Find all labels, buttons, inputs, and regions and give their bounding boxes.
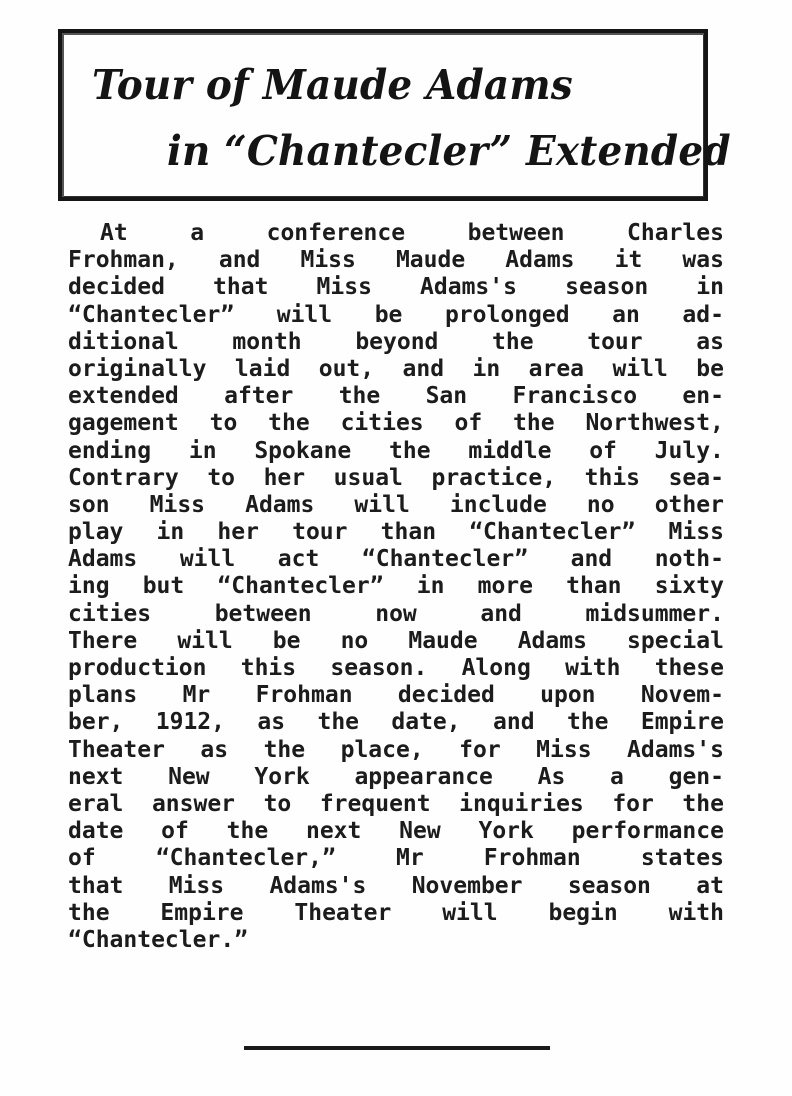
article-word: as [200, 736, 229, 763]
article-word: out, [318, 355, 375, 382]
article-word: As [537, 763, 566, 790]
article-word: play [68, 519, 124, 546]
article-word: production [68, 655, 207, 681]
article-word: area [528, 355, 585, 382]
article-word: Theater [68, 736, 165, 763]
article-word: eral [68, 790, 124, 817]
article-word: these [654, 655, 724, 681]
article-word: the [268, 410, 310, 437]
article-word: this [584, 464, 641, 491]
article-word: Frohman [483, 845, 581, 872]
article-word: Mr [182, 682, 211, 709]
article-line [68, 709, 724, 736]
article-word: for [612, 790, 654, 817]
article-word: ing [68, 573, 110, 600]
article-word: as [696, 328, 724, 355]
article-body [68, 220, 724, 954]
article-word: midsummer. [585, 600, 724, 627]
article-word: middle [468, 437, 552, 464]
article-word: Miss [316, 274, 372, 301]
article-word: next [68, 763, 124, 790]
article-line [68, 873, 724, 900]
article-word: the [566, 709, 609, 736]
article-word: conference [266, 220, 406, 246]
article-line [68, 546, 724, 573]
article-word: and [402, 355, 445, 382]
article-word: York [254, 763, 310, 790]
article-word: her [217, 519, 259, 546]
article-word: Empire [160, 899, 244, 926]
article-word: and [493, 709, 535, 736]
article-line [68, 818, 724, 845]
article-word: in [416, 573, 445, 600]
article-word: the [513, 410, 555, 437]
article-word: as [257, 709, 286, 736]
article-word: Novem- [640, 682, 724, 709]
article-word: will [354, 491, 410, 518]
article-word: will [276, 301, 333, 328]
end-rule [244, 1046, 550, 1050]
article-word: ending [68, 437, 152, 464]
article-word: no [340, 627, 369, 654]
article-word: sea- [668, 464, 724, 491]
article-line [68, 764, 724, 791]
article-word: will [442, 899, 498, 926]
article-word: to [263, 790, 292, 817]
article-word: decided [68, 274, 165, 301]
article-word: Maude [408, 627, 478, 654]
article-word: Theater [294, 899, 392, 926]
article-word: extended [68, 383, 179, 410]
article-word: Frohman, [68, 247, 179, 274]
article-word: season. [330, 655, 428, 681]
article-line [68, 791, 724, 818]
article-word: a [190, 220, 205, 246]
article-word: Along [461, 655, 531, 681]
article-word: Adams's [269, 872, 367, 899]
article-word: Contrary [68, 464, 179, 491]
article-word: to [209, 410, 238, 437]
article-word: Charles [627, 220, 724, 246]
article-word: to [207, 464, 236, 491]
article-word: of [161, 818, 189, 845]
article-word: tour [587, 328, 643, 355]
article-line [68, 302, 724, 329]
article-line [68, 438, 724, 465]
article-word: Frohman [255, 682, 353, 709]
article-word: an [612, 301, 640, 328]
article-word: a [610, 763, 624, 790]
article-word: Adams's [627, 736, 724, 763]
article-word: and [218, 247, 261, 274]
article-word: season [567, 872, 651, 899]
article-word: originally [68, 355, 207, 382]
article-word: of [454, 410, 483, 437]
article-word: in [472, 355, 501, 382]
article-word: Maude [395, 247, 466, 274]
article-word: beyond [355, 328, 439, 355]
article-word: frequent [319, 790, 431, 817]
article-word: states [640, 845, 724, 872]
article-word: November [411, 872, 523, 899]
article-word: July. [654, 437, 724, 464]
article-word: Adams's [420, 274, 517, 301]
article-word: season [565, 274, 649, 301]
article-line [68, 410, 724, 437]
article-word: the [682, 790, 724, 817]
article-word: between [214, 600, 312, 627]
article-word: more [477, 573, 533, 600]
article-word: date [68, 818, 124, 845]
article-word: Northwest, [585, 410, 724, 437]
article-line [68, 628, 724, 655]
article-word: ditional [68, 328, 179, 355]
article-word: this [240, 655, 297, 681]
article-word: will [177, 627, 233, 654]
article-word: Adams [68, 546, 138, 573]
article-word: tour [292, 519, 348, 546]
article-line [68, 682, 724, 709]
article-word: Miss [536, 736, 592, 763]
article-line [68, 329, 724, 356]
article-word: appearance [354, 763, 493, 790]
article-word: be [272, 627, 301, 654]
article-word: will [612, 355, 668, 382]
article-word: answer [151, 790, 236, 817]
article-word: with [565, 655, 621, 681]
article-word: and [570, 546, 613, 573]
article-word: son [68, 491, 110, 518]
article-line [68, 356, 724, 383]
headline-line-2: in “Chantecler” Extended [167, 127, 731, 175]
article-word: the [226, 818, 269, 845]
article-word: special [627, 627, 724, 654]
article-word: cities [68, 600, 152, 627]
article-word: sixty [654, 573, 724, 600]
headline-box [58, 29, 731, 201]
article-word: There [68, 627, 138, 654]
article-word: begin [548, 899, 618, 926]
article-word: and [480, 600, 522, 627]
article-word: in [156, 519, 185, 546]
article-line [68, 655, 724, 682]
article-word: the [317, 709, 360, 736]
article-word: 1912, [155, 709, 226, 736]
article-word: New [168, 763, 210, 790]
article-word: Adams [517, 627, 587, 654]
article-word: Mr [395, 845, 424, 872]
article-word: month [232, 328, 302, 355]
article-word: place, [340, 736, 424, 763]
article-word: gagement [68, 410, 179, 437]
article-word: than [380, 519, 437, 546]
article-word: performance [571, 818, 724, 845]
article-word: in [188, 437, 217, 464]
article-word: practice, [431, 464, 557, 491]
article-word: the [68, 899, 110, 926]
article-word: other [654, 491, 724, 518]
article-line [68, 519, 724, 546]
article-word: be [696, 355, 724, 382]
article-word: ber, [68, 709, 124, 736]
article-word: San [425, 383, 468, 410]
article-word: was [682, 247, 724, 274]
article-word: York [478, 818, 534, 845]
headline-line-1: Tour of Maude Adams [92, 61, 573, 109]
article-word: now [375, 600, 417, 627]
article-word: Francisco [512, 383, 638, 410]
article-line [68, 900, 724, 927]
article-word: Miss [149, 491, 206, 518]
article-word: inquiries [459, 790, 584, 817]
article-word: act [277, 546, 320, 573]
article-word: no [586, 491, 615, 518]
article-word: but [142, 573, 185, 600]
article-word: of [68, 845, 96, 872]
article-line [68, 573, 724, 600]
article-word: Spokane [254, 437, 352, 464]
article-word: “Chantecler” [469, 519, 636, 546]
article-word: Miss [668, 519, 724, 546]
article-word: between [467, 220, 565, 246]
article-word: plans [68, 682, 138, 709]
article-word: upon [540, 682, 596, 709]
article-word: be [374, 301, 403, 328]
article-word: that [68, 872, 124, 899]
article-word: date, [391, 709, 461, 736]
article-word: “Chantecler,” [155, 845, 336, 872]
article-line: “Chantecler.” [68, 926, 249, 953]
article-word: the [492, 328, 534, 355]
article-word: at [696, 872, 724, 899]
article-word: Adams [505, 247, 575, 274]
article-word: her [263, 464, 306, 491]
article-word: At [100, 220, 128, 246]
article-word: after [224, 383, 294, 410]
article-line [68, 601, 724, 628]
article-word: next [305, 818, 362, 845]
article-line [68, 845, 724, 872]
article-word: usual [333, 464, 403, 491]
article-word: in [696, 274, 724, 301]
article-word: “Chantecler” [217, 573, 384, 600]
article-word: the [338, 383, 381, 410]
article-line [68, 492, 724, 519]
article-word: for [459, 736, 501, 763]
article-word: with [668, 899, 724, 926]
article-word: Miss [168, 872, 225, 899]
article-word: prolonged [444, 301, 570, 328]
article-word: the [389, 437, 431, 464]
article-word: laid [234, 355, 291, 382]
article-line [68, 220, 724, 247]
article-line [68, 247, 724, 274]
article-word: will [179, 546, 236, 573]
article-word: Empire [640, 709, 724, 736]
article-word: the [263, 736, 306, 763]
article-word: decided [397, 682, 495, 709]
article-word: of [589, 437, 617, 464]
article-word: en- [682, 383, 724, 410]
article-word: cities [340, 410, 424, 437]
article-word: noth- [654, 546, 724, 573]
article-word: it [614, 247, 643, 274]
article-word: “Chantecler” [68, 301, 235, 328]
article-word: that [213, 274, 269, 301]
article-word: Miss [300, 247, 356, 274]
article-word: than [566, 573, 622, 600]
article-word: ad- [682, 301, 724, 328]
article-word: New [399, 818, 441, 845]
article-word: Adams [245, 491, 315, 518]
article-line [68, 465, 724, 492]
article-line [68, 383, 724, 410]
article-line [68, 737, 724, 764]
article-word: include [449, 491, 547, 518]
article-line [68, 274, 724, 301]
article-word: “Chantecler” [361, 546, 529, 573]
article-word: gen- [668, 763, 724, 790]
